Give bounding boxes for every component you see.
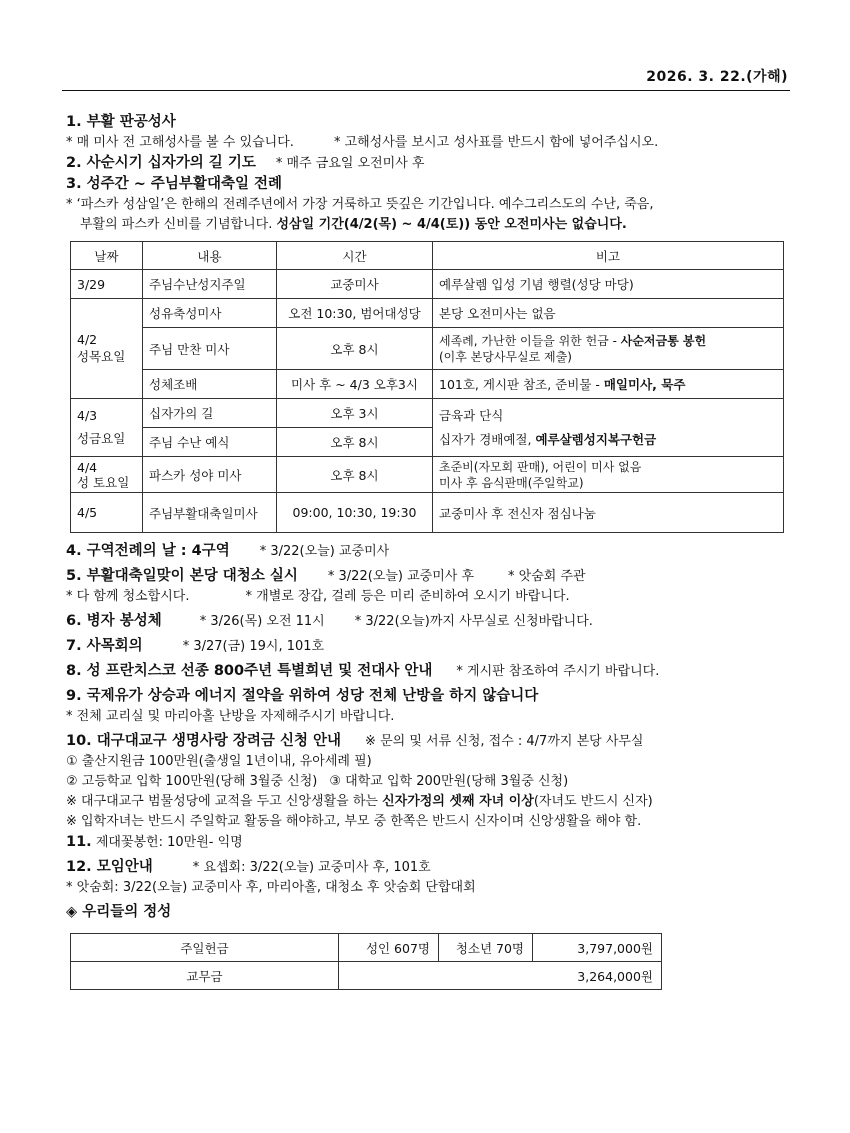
section-2-heading: [66, 153, 786, 174]
offering-amount: 3,797,000원: [533, 934, 662, 962]
row-content: 성유축성미사: [143, 299, 277, 328]
row-time: 교중미사: [277, 270, 433, 299]
line-text: (자녀도 반드시 신자): [533, 794, 653, 809]
row-time: 오후 8시: [277, 428, 433, 457]
row-note: 본당 오전미사는 없음: [433, 299, 784, 328]
date-text: 4/2: [77, 332, 98, 347]
row-date: 3/29: [71, 270, 143, 299]
note-text: 금육과 단식: [439, 407, 504, 423]
line-text: ※ 대구대교구 범물성당에 교적을 두고 신앙생활을 하는: [66, 794, 383, 809]
note-text: 초준비(자모회 판매), 어린이 미사 없음: [439, 459, 642, 474]
desc-bold-text: 성삼일 기간(4/2(목) ~ 4/4(토)) 동안 오전미사는 없습니다.: [276, 217, 627, 232]
row-note: [433, 328, 784, 370]
table-row: [71, 370, 784, 399]
note-text: * 매주 금요일 오전미사 후: [275, 156, 425, 171]
note-text: 101호, 게시판 참조, 준비물 -: [439, 377, 604, 392]
bulletin-content: [66, 112, 786, 990]
section-10-line-1: ① 출산지원금 100만원(출생일 1년이내, 유아세례 필): [66, 754, 372, 769]
row-date: [71, 299, 143, 399]
section-3-desc-1: * ‘파스카 성삼일’은 한해의 전례주년에서 가장 거룩하고 뜻깊은 기간입니다. 예수그리스도의 수난, 죽음,: [66, 197, 654, 212]
note-text: * 게시판 참조하여 주시기 바랍니다.: [456, 664, 660, 679]
note-bold-text: 예루살렘성지복구헌금: [535, 431, 657, 447]
table-header-row: [71, 242, 784, 270]
section-9-note: * 전체 교리실 및 마리아홀 난방을 자제해주시기 바랍니다.: [66, 709, 395, 724]
offering-label: 교무금: [71, 962, 339, 990]
offering-label: 주일헌금: [71, 934, 339, 962]
row-time: 오전 10:30, 범어대성당: [277, 299, 433, 328]
section-12-heading: [66, 857, 786, 878]
section-title: 7. 사목회의: [66, 638, 143, 654]
row-content: 주님 수난 예식: [143, 428, 277, 457]
section-title: 3. 성주간 ~ 주님부활대축일 전례: [66, 176, 283, 192]
section-1-heading: [66, 112, 786, 133]
row-time: 미사 후 ~ 4/3 오후3시: [277, 370, 433, 399]
row-date: 4/5: [71, 493, 143, 533]
section-10-heading: [66, 731, 786, 752]
row-content: 주님수난성지주일: [143, 270, 277, 299]
row-note: 예루살렘 입성 기념 행렬(성당 마당): [433, 270, 784, 299]
section-7-heading: [66, 636, 786, 657]
row-time: 오후 8시: [277, 328, 433, 370]
section-title: 4. 구역전례의 날 : 4구역: [66, 543, 230, 559]
section-title: 1. 부활 판공성사: [66, 114, 176, 130]
date-text: 4/3: [77, 408, 98, 423]
section-6-heading: [66, 611, 786, 632]
row-note: [433, 370, 784, 399]
header-divider: [62, 90, 790, 91]
schedule-table: [70, 241, 784, 533]
table-row: [71, 493, 784, 533]
table-row: [71, 457, 784, 493]
section-number: 11.: [66, 834, 92, 850]
line-text: ③ 대학교 입학 200만원(당해 3월중 신청): [329, 774, 569, 789]
note-text: * 3/22(오늘)까지 사무실로 신청바랍니다.: [354, 614, 593, 629]
row-content: 주님부활대축일미사: [143, 493, 277, 533]
offering-adult: 성인 607명: [339, 934, 439, 962]
note-text: * 앗숨회 주관: [508, 569, 586, 584]
header-time: 시간: [277, 242, 433, 270]
note-text: 세족례, 가난한 이들을 위한 헌금 -: [439, 333, 621, 348]
section-10-line-4: ※ 입학자녀는 반드시 주일학교 활동을 해야하고, 부모 중 한쪽은 반드시 신자이며 신앙생활을 해야 함.: [66, 814, 642, 829]
section-title: 5. 부활대축일맞이 본당 대청소 실시: [66, 568, 298, 584]
row-note: [433, 399, 784, 457]
table-row: [71, 299, 784, 328]
table-row: [71, 399, 784, 428]
day-text: 성목요일: [77, 349, 126, 364]
note-bold-text: 매일미사, 묵주: [603, 377, 686, 392]
day-text: 성 토요일: [77, 474, 130, 490]
bulletin-date: 2026. 3. 22.(가해): [646, 69, 788, 85]
row-date: [71, 457, 143, 493]
header-note: 비고: [433, 242, 784, 270]
offering-heading: [66, 902, 786, 923]
note-text: 미사 후 음식판매(주일학교): [439, 475, 584, 490]
note-text: * 매 미사 전 고해성사를 볼 수 있습니다.: [66, 135, 294, 150]
row-note: [433, 457, 784, 493]
section-title: 9. 국제유가 상승과 에너지 절약을 위하여 성당 전체 난방을 하지 않습니다: [66, 688, 539, 704]
note-text: * 3/22(오늘) 교중미사 후: [327, 569, 475, 584]
date-text: 4/4: [77, 459, 98, 475]
table-row: [71, 962, 662, 990]
section-9-heading: [66, 686, 786, 707]
offering-youth: 청소년 70명: [439, 934, 533, 962]
note-text: * 3/27(금) 19시, 101호: [182, 639, 325, 654]
row-content: 십자가의 길: [143, 399, 277, 428]
section-10-line-3: [66, 792, 786, 812]
note-text: * 요셉회: 3/22(오늘) 교중미사 후, 101호: [192, 860, 431, 875]
section-10-line-2: [66, 772, 786, 792]
row-time: 오후 8시: [277, 457, 433, 493]
section-title: 8. 성 프란치스코 선종 800주년 특별희년 및 전대사 안내: [66, 663, 433, 679]
table-row: [71, 934, 662, 962]
section-4-heading: [66, 541, 786, 562]
line-bold-text: 신자가정의 셋째 자녀 이상: [382, 794, 534, 809]
note-text: * 고해성사를 보시고 성사표를 반드시 함에 넣어주십시오.: [333, 135, 659, 150]
offering-amount: 3,264,000원: [339, 962, 662, 990]
row-note: 교중미사 후 전신자 점심나눔: [433, 493, 784, 533]
note-text: * 다 함께 청소합시다.: [66, 589, 190, 604]
row-date: [71, 399, 143, 457]
note-text: 십자가 경배예절,: [439, 431, 536, 447]
section-3-heading: [66, 174, 786, 195]
line-text: ② 고등학교 입학 100만원(당해 3월중 신청): [66, 774, 318, 789]
row-content: 성체조배: [143, 370, 277, 399]
row-content: 주님 만찬 미사: [143, 328, 277, 370]
section-title: 10. 대구대교구 생명사랑 장려금 신청 안내: [66, 733, 342, 749]
section-5-notes: [66, 587, 786, 607]
section-text: 제대꽃봉헌: 10만원- 익명: [95, 835, 243, 850]
section-8-heading: [66, 661, 786, 682]
table-row: [71, 328, 784, 370]
note-text: (이후 본당사무실로 제출): [439, 349, 572, 364]
offering-title: ◈ 우리들의 정성: [66, 904, 172, 920]
note-text: * 3/26(목) 오전 11시: [199, 614, 325, 629]
section-title: 2. 사순시기 십자가의 길 기도: [66, 155, 256, 171]
header-content: 내용: [143, 242, 277, 270]
offering-table: [70, 933, 662, 990]
header-date: 날짜: [71, 242, 143, 270]
section-5-heading: [66, 566, 786, 587]
table-row: [71, 270, 784, 299]
note-bold-text: 사순저금통 봉헌: [620, 333, 707, 348]
section-12-note: * 앗숨회: 3/22(오늘) 교중미사 후, 마리아홀, 대청소 후 앗숨회 단합대회: [66, 880, 476, 895]
row-content: 파스카 성야 미사: [143, 457, 277, 493]
note-text: * 개별로 장갑, 걸레 등은 미리 준비하여 오시기 바랍니다.: [245, 589, 570, 604]
section-title: 6. 병자 봉성체: [66, 613, 162, 629]
section-11: [66, 832, 786, 853]
note-text: ※ 문의 및 서류 신청, 접수 : 4/7까지 본당 사무실: [365, 734, 644, 749]
row-time: 오후 3시: [277, 399, 433, 428]
note-text: * 3/22(오늘) 교중미사: [259, 544, 390, 559]
section-title: 12. 모임안내: [66, 859, 153, 875]
row-time: 09:00, 10:30, 19:30: [277, 493, 433, 533]
desc-text: 부활의 파스카 신비를 기념합니다.: [80, 217, 273, 232]
section-3-desc-2: [66, 215, 786, 235]
day-text: 성금요일: [77, 431, 126, 446]
section-1-notes: [66, 133, 786, 153]
